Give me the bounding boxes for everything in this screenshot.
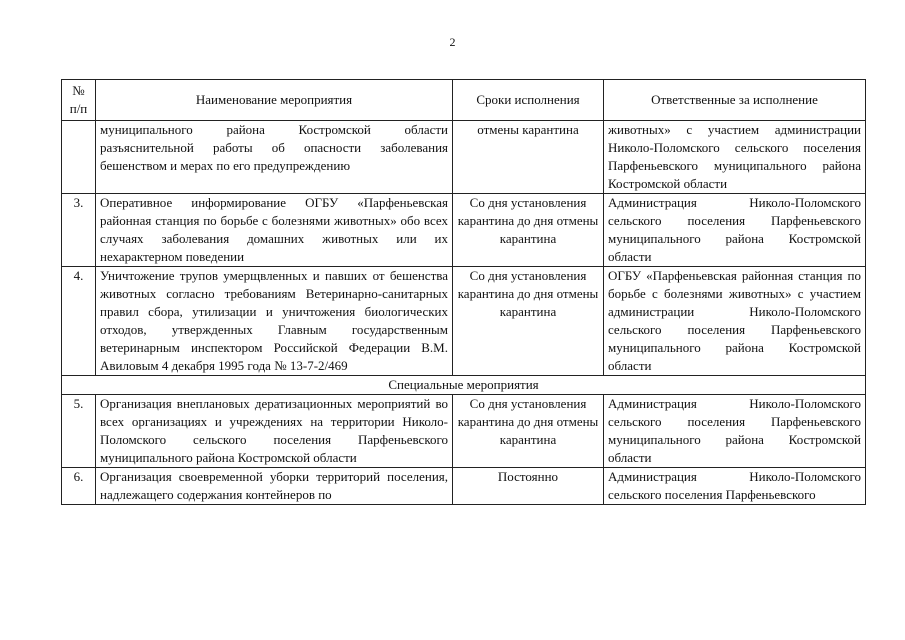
table-row xyxy=(62,267,866,376)
row-num: 6. xyxy=(62,468,96,505)
table-header-row xyxy=(62,80,866,121)
row-num: 4. xyxy=(62,267,96,376)
table-row xyxy=(62,468,866,505)
row-name: Оперативное информирование ОГБУ «Парфеньевская районная станция по борьбе с болезнями животных» обо всех случаях заболевания домашних животных или их нехарактерном поведении xyxy=(96,194,453,267)
page-number: 2 xyxy=(449,35,456,49)
section-title: Специальные мероприятия xyxy=(62,376,866,395)
table-row xyxy=(62,121,866,194)
header-num: № п/п xyxy=(62,80,96,121)
row-responsible: Администрация Николо-Поломского сельского поселения Парфеньевского муниципального района Костромской области xyxy=(604,395,866,468)
row-term: Со дня установления карантина до дня отмены карантина xyxy=(453,194,604,267)
row-responsible: животных» с участием администрации Николо-Поломского сельского поселения Парфеньевского муниципального района Костромской области xyxy=(604,121,866,194)
row-term: Постоянно xyxy=(453,468,604,505)
row-num: 5. xyxy=(62,395,96,468)
measures-table xyxy=(61,79,866,505)
row-responsible: Администрация Николо-Поломского сельского поселения Парфеньевского xyxy=(604,468,866,505)
row-term: отмены карантина xyxy=(453,121,604,194)
row-num xyxy=(62,121,96,194)
row-term: Со дня установления карантина до дня отмены карантина xyxy=(453,395,604,468)
header-responsible: Ответственные за исполнение xyxy=(604,80,866,121)
row-name: Уничтожение трупов умерщвленных и павших от бешенства животных согласно требованиям Ветеринарно-санитарных правил сбора, утилизации и уничтожения биологических отходов, утвержденных Главным государственным ветеринарным инспектором Российской Федерации В.М. Авиловым 4 декабря 1995 года № 13-7-2/469 xyxy=(96,267,453,376)
header-term: Сроки исполнения xyxy=(453,80,604,121)
row-num: 3. xyxy=(62,194,96,267)
row-name: муниципального района Костромской области разъяснительной работы об опасности заболевания бешенством и мерах по его предупреждению xyxy=(96,121,453,194)
row-name: Организация внеплановых дератизационных мероприятий во всех организациях и учреждениях на территории Николо-Поломского сельского поселения Парфеньевского муниципального района Костромской области xyxy=(96,395,453,468)
row-term: Со дня установления карантина до дня отмены карантина xyxy=(453,267,604,376)
row-responsible: ОГБУ «Парфеньевская районная станция по борьбе с болезнями животных» с участием администрации Николо-Поломского сельского поселения Парфеньевского муниципального района Костромской области xyxy=(604,267,866,376)
section-row xyxy=(62,376,866,395)
table-row xyxy=(62,194,866,267)
row-responsible: Администрация Николо-Поломского сельского поселения Парфеньевского муниципального района Костромской области xyxy=(604,194,866,267)
header-name: Наименование мероприятия xyxy=(96,80,453,121)
row-name: Организация своевременной уборки территорий поселения, надлежащего содержания контейнеров по xyxy=(96,468,453,505)
table-row xyxy=(62,395,866,468)
